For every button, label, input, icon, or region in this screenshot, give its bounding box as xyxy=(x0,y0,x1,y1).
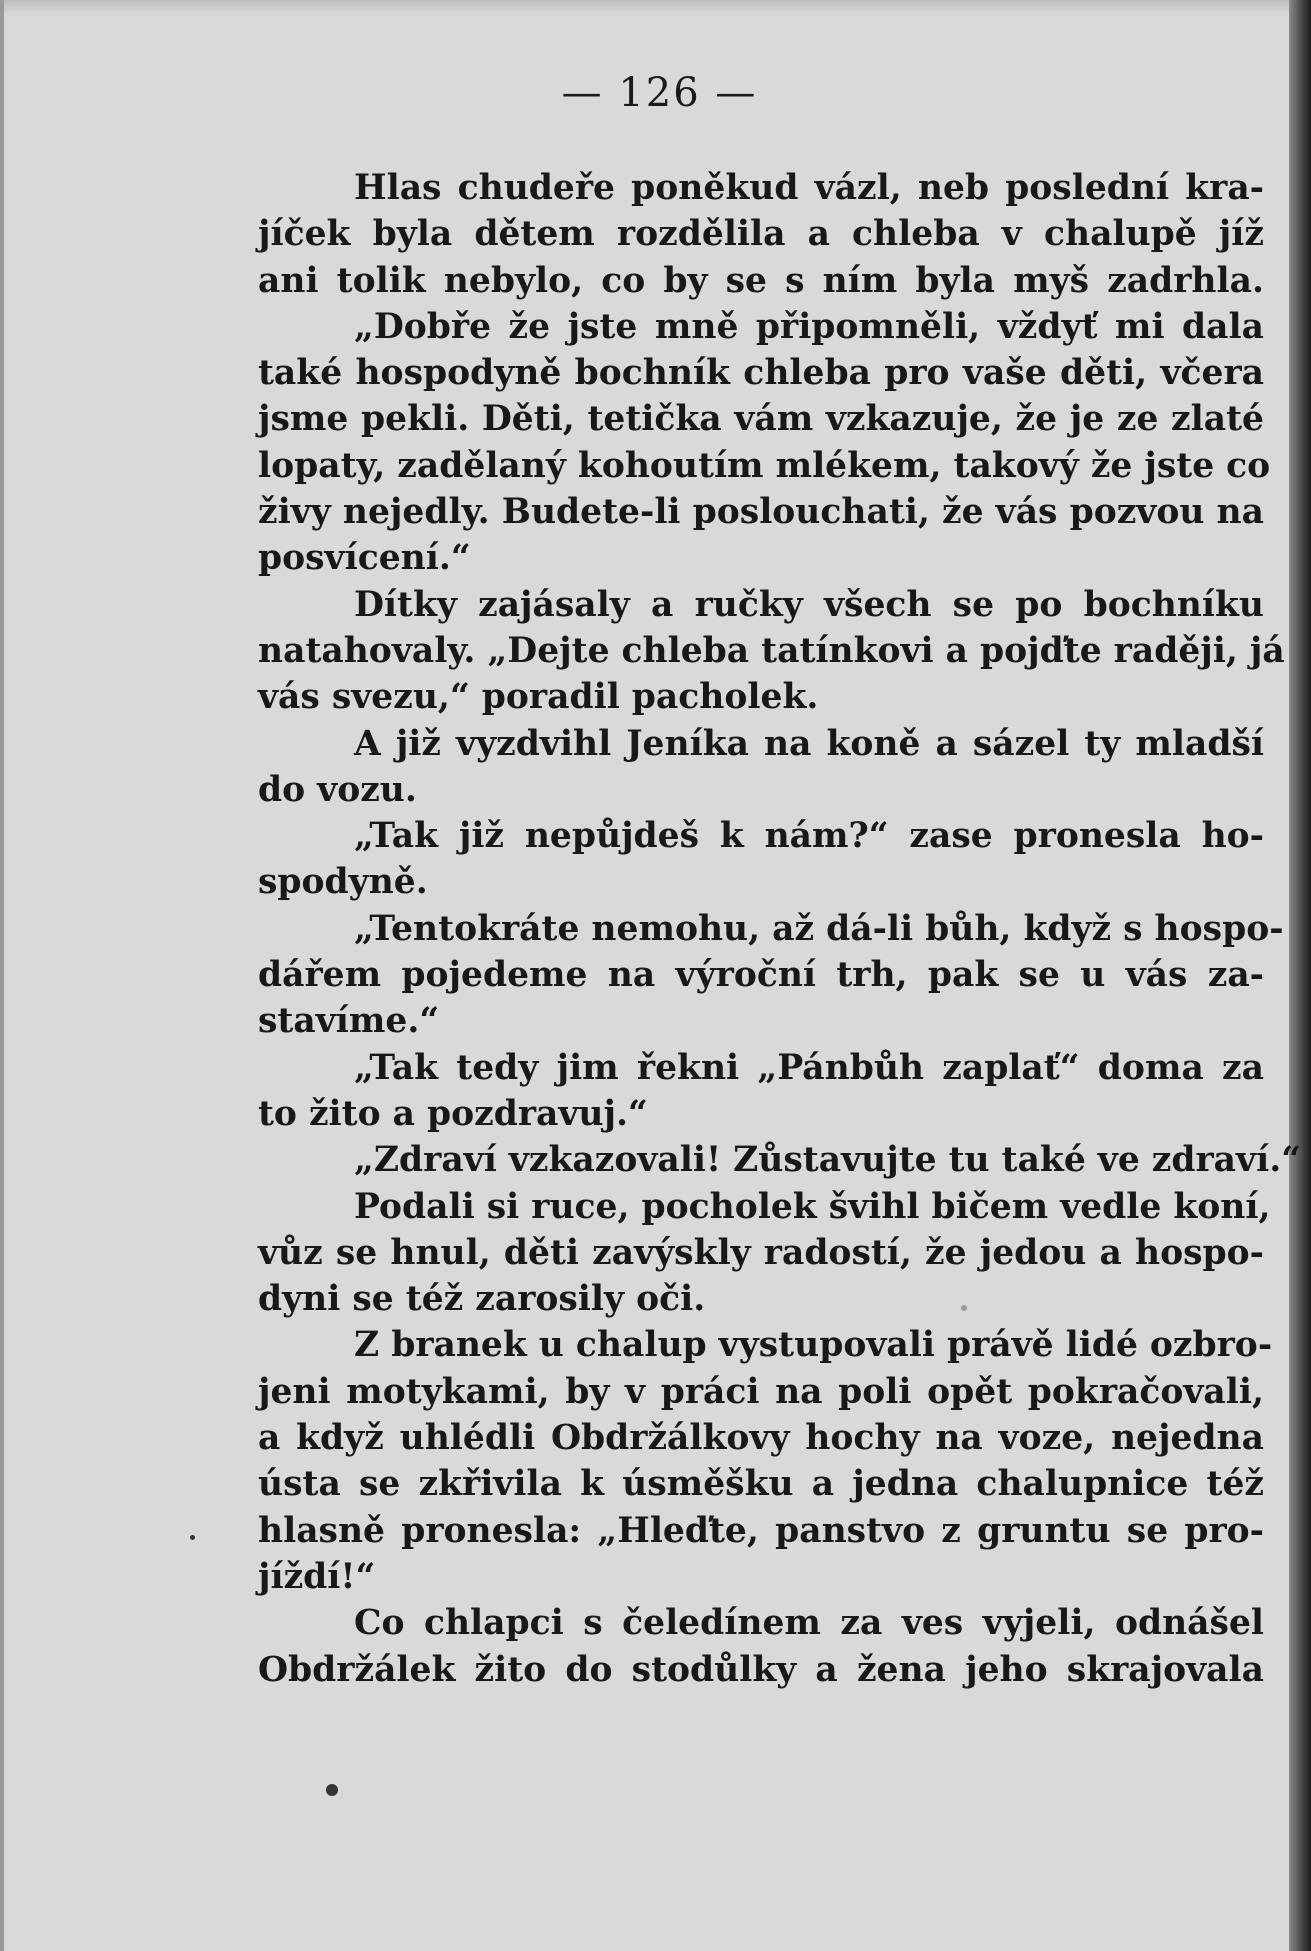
text-line: a když uhlédli Obdržálkovy hochy na voze, nejedna xyxy=(258,1418,1264,1459)
text-line: Dítky zajásaly a ručky všech se po bochníku xyxy=(354,584,1264,625)
text-line: jíček byla dětem rozdělila a chleba v chalupě jíž xyxy=(258,214,1264,255)
text-line: vás svezu,“ poradil pacholek. xyxy=(258,677,819,718)
text-line: „Dobře že jste mně připomněli, vždyť mi dala xyxy=(354,306,1264,347)
page-top-edge xyxy=(4,0,1311,14)
page-binding-edge xyxy=(1289,0,1311,1951)
text-line: také hospodyně bochník chleba pro vaše děti, včera xyxy=(258,353,1264,394)
ink-speck xyxy=(961,1305,967,1311)
page-number: — 126 — xyxy=(561,70,758,116)
text-line: posvícení.“ xyxy=(258,538,471,579)
text-line: Hlas chudeře poněkud vázl, neb poslední kra- xyxy=(354,168,1264,208)
text-line: „Tentokráte nemohu, až dá-li bůh, když s hospo- xyxy=(354,908,1284,949)
text-line: do vozu. xyxy=(258,769,417,810)
body-text xyxy=(258,165,1302,1693)
text-line: stavíme.“ xyxy=(258,1001,440,1042)
text-line: jeni motykami, by v práci na poli opět pokračovali, xyxy=(258,1371,1264,1412)
text-line: Z branek u chalup vystupovali právě lidé ozbro- xyxy=(354,1325,1273,1366)
text-line: jsme pekli. Děti, tetička vám vzkazuje, že je ze zlaté xyxy=(258,399,1264,440)
text-line: jíždí!“ xyxy=(258,1556,376,1597)
text-line: hlasně pronesla: „Hleďte, panstvo z gruntu se pro- xyxy=(258,1510,1264,1551)
text-line: dářem pojedeme na výroční trh, pak se u vás za- xyxy=(258,955,1264,996)
text-line: Obdržálek žito do stodůlky a žena jeho skrajovala xyxy=(258,1649,1264,1690)
text-line: natahovaly. „Dejte chleba tatínkovi a pojďte raději, já xyxy=(258,630,1285,671)
text-line: „Tak tedy jim řekni „Pánbůh zaplať“ doma za xyxy=(354,1047,1264,1088)
ink-speck xyxy=(326,1784,338,1796)
text-line: to žito a pozdravuj.“ xyxy=(258,1093,648,1134)
text-line: ústa se zkřivila k úsměšku a jedna chalupnice též xyxy=(258,1464,1264,1505)
text-line: A již vyzdvihl Jeníka na koně a sázel ty mladší xyxy=(354,723,1264,764)
text-line: dyni se též zarosily oči. xyxy=(258,1279,706,1320)
text-line: živy nejedly. Budete-li poslouchati, že vás pozvou na xyxy=(258,492,1264,533)
text-line: „Tak již nepůjdeš k nám?“ zase pronesla ho- xyxy=(354,816,1264,857)
text-line: Co chlapci s čeledínem za ves vyjeli, odnášel xyxy=(354,1603,1264,1644)
text-line: Podali si ruce, pocholek švihl bičem vedle koní, xyxy=(354,1186,1271,1227)
text-line: „Zdraví vzkazovali! Zůstavujte tu také ve zdraví.“ xyxy=(354,1140,1302,1181)
text-line: vůz se hnul, děti zavýskly radostí, že jedou a hospo- xyxy=(258,1232,1264,1273)
text-line: ani tolik nebylo, co by se s ním byla myš zadrhla. xyxy=(258,260,1264,301)
ink-speck xyxy=(190,1535,195,1540)
text-line: spodyně. xyxy=(258,862,428,903)
text-line: lopaty, zadělaný kohoutím mlékem, takový že jste co xyxy=(258,445,1271,486)
